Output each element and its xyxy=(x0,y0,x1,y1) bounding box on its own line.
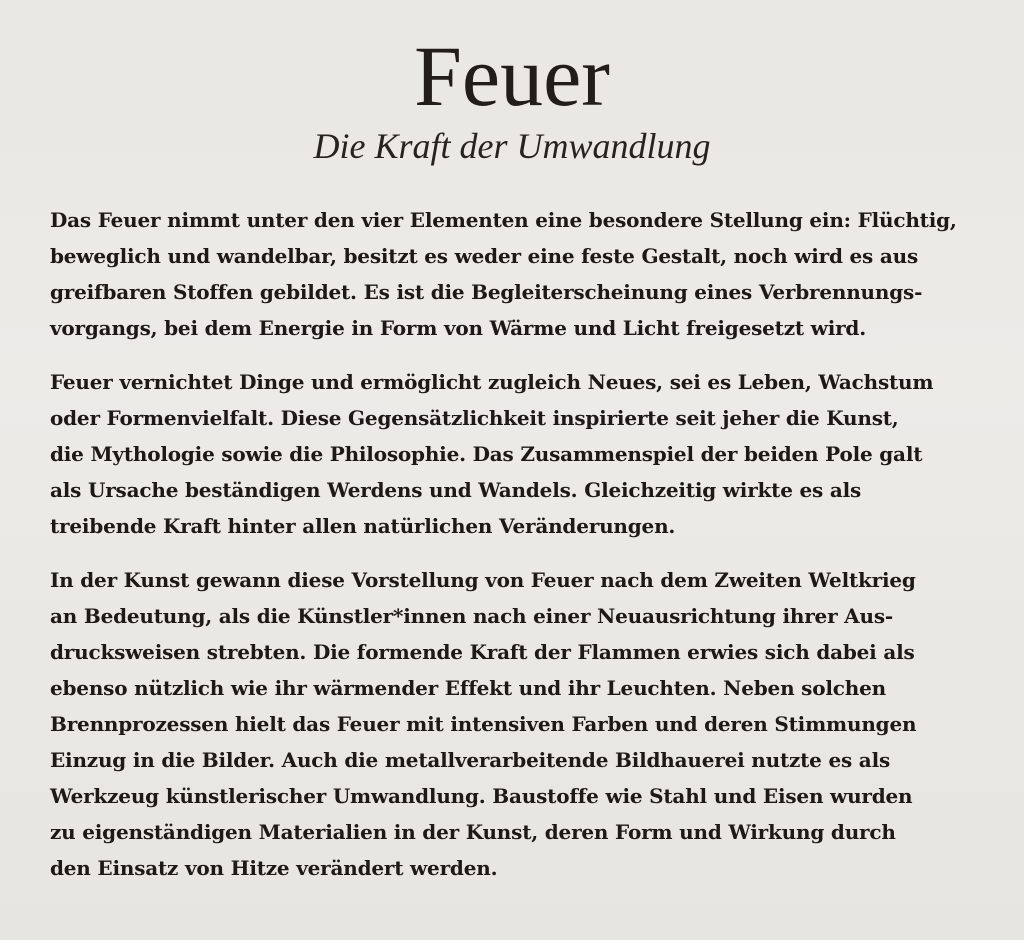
paragraph-1 xyxy=(50,202,990,346)
paragraph-line: In der Kunst gewann diese Vorstellung von Feuer nach dem Zweiten Weltkrieg xyxy=(50,568,916,592)
paragraph-line: Brennprozessen hielt das Feuer mit intensiven Farben und deren Stimmungen xyxy=(50,712,917,736)
paragraph-line: drucksweisen strebten. Die formende Kraft der Flammen erwies sich dabei als xyxy=(50,640,915,664)
paragraph-line: Werkzeug künstlerischer Umwandlung. Baustoffe wie Stahl und Eisen wurden xyxy=(50,784,913,808)
paragraph-3 xyxy=(50,562,990,886)
paragraph-line: die Mythologie sowie die Philosophie. Das Zusammenspiel der beiden Pole galt xyxy=(50,442,923,466)
panel-subtitle: Die Kraft der Umwandlung xyxy=(313,126,711,166)
paragraph-line: an Bedeutung, als die Künstler*innen nach einer Neuausrichtung ihrer Aus- xyxy=(50,604,893,628)
paragraph-line: vorgangs, bei dem Energie in Form von Wärme und Licht freigesetzt wird. xyxy=(50,316,866,340)
paragraph-line: ebenso nützlich wie ihr wärmender Effekt und ihr Leuchten. Neben solchen xyxy=(50,676,886,700)
paragraph-line: den Einsatz von Hitze verändert werden. xyxy=(50,856,498,880)
paragraph-line: als Ursache beständigen Werdens und Wandels. Gleichzeitig wirkte es als xyxy=(50,478,862,502)
paragraph-line: oder Formenvielfalt. Diese Gegensätzlichkeit inspirierte seit jeher die Kunst, xyxy=(50,406,899,430)
paragraph-line: beweglich und wandelbar, besitzt es weder eine feste Gestalt, noch wird es aus xyxy=(50,244,919,268)
paragraph-line: Einzug in die Bilder. Auch die metallverarbeitende Bildhauerei nutzte es als xyxy=(50,748,891,772)
paragraph-line: treibende Kraft hinter allen natürlichen Veränderungen. xyxy=(50,514,676,538)
paragraph-line: greifbaren Stoffen gebildet. Es ist die Begleiterscheinung eines Verbrennungs- xyxy=(50,280,923,304)
paragraph-line: Das Feuer nimmt unter den vier Elementen eine besondere Stellung ein: Flüchtig, xyxy=(50,208,957,232)
paragraph-line: Feuer vernichtet Dinge und ermöglicht zugleich Neues, sei es Leben, Wachstum xyxy=(50,370,934,394)
panel-title: Feuer xyxy=(414,28,610,124)
paragraph-2 xyxy=(50,364,990,544)
paragraph-line: zu eigenständigen Materialien in der Kunst, deren Form und Wirkung durch xyxy=(50,820,896,844)
